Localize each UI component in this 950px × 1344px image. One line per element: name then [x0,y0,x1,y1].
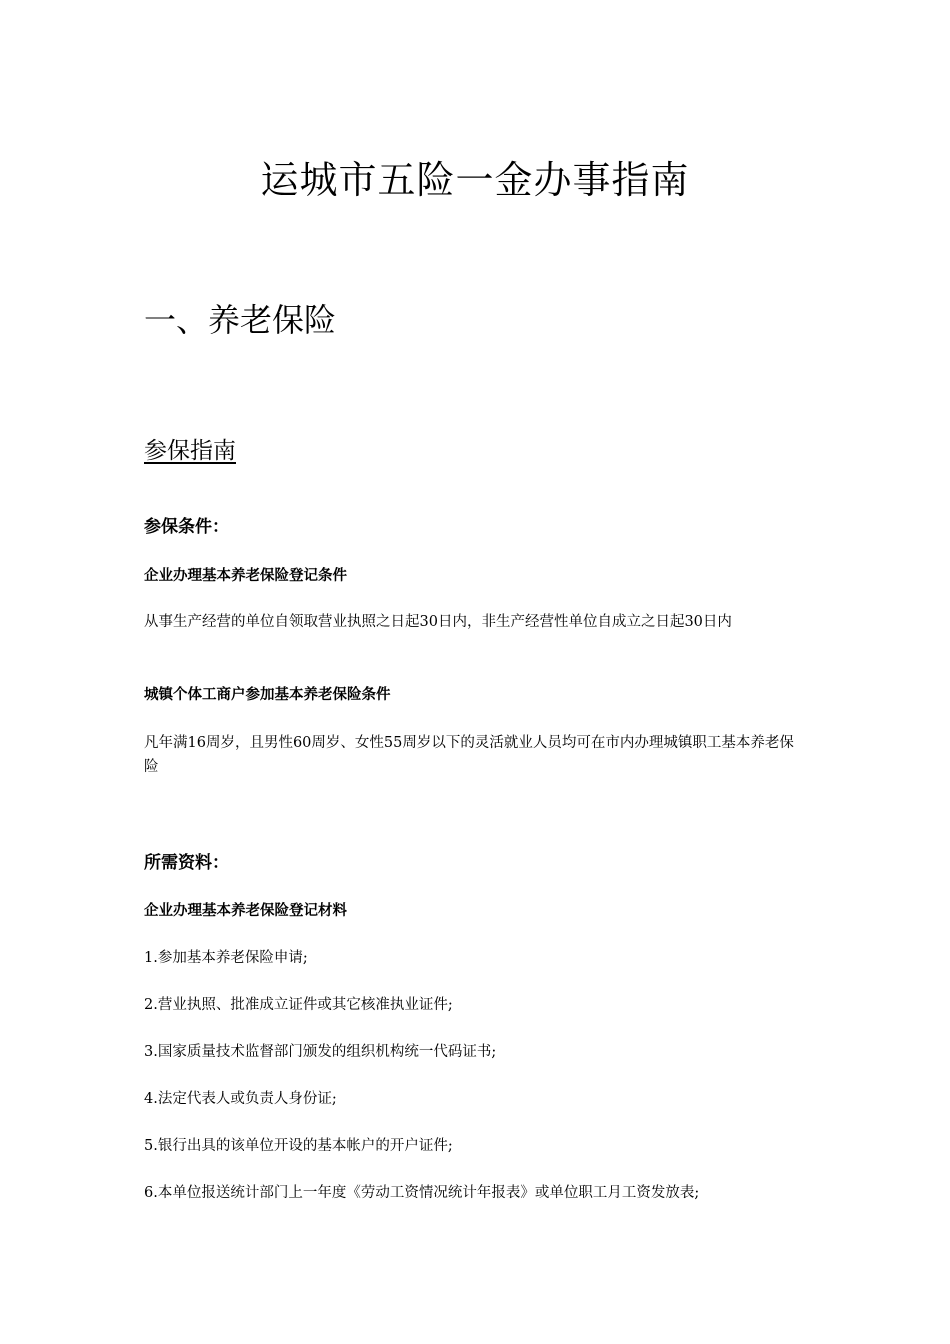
section-heading: 参保指南 [144,438,236,464]
materials-item: 6.本单位报送统计部门上一年度《劳动工资情况统计年报表》或单位职工月工资发放表; [144,1185,700,1201]
enterprise-conditions-text: 从事生产经营的单位自领取营业执照之日起30日内，非生产经营性单位自成立之日起30日内 [144,614,732,630]
enterprise-materials-heading: 企业办理基本养老保险登记材料 [144,903,347,919]
materials-heading: 所需资料： [144,853,229,873]
individual-conditions-heading: 城镇个体工商户参加基本养老保险条件 [144,687,391,703]
individual-conditions-text: 凡年满16周岁，且男性60周岁、女性55周岁以下的灵活就业人员均可在市内办理城镇职工基本养老保险 [144,735,794,775]
enterprise-conditions-heading: 企业办理基本养老保险登记条件 [144,568,347,584]
materials-item: 4.法定代表人或负责人身份证; [144,1091,337,1107]
chapter-heading: 一、养老保险 [144,301,337,339]
materials-item: 3.国家质量技术监督部门颁发的组织机构统一代码证书; [144,1044,497,1060]
conditions-heading: 参保条件： [144,517,229,537]
document-title: 运城市五险一金办事指南 [260,158,690,202]
materials-item: 5.银行出具的该单位开设的基本帐户的开户证件; [144,1138,453,1154]
materials-item: 1.参加基本养老保险申请; [144,950,308,966]
materials-item: 2.营业执照、批准成立证件或其它核准执业证件; [144,997,453,1013]
